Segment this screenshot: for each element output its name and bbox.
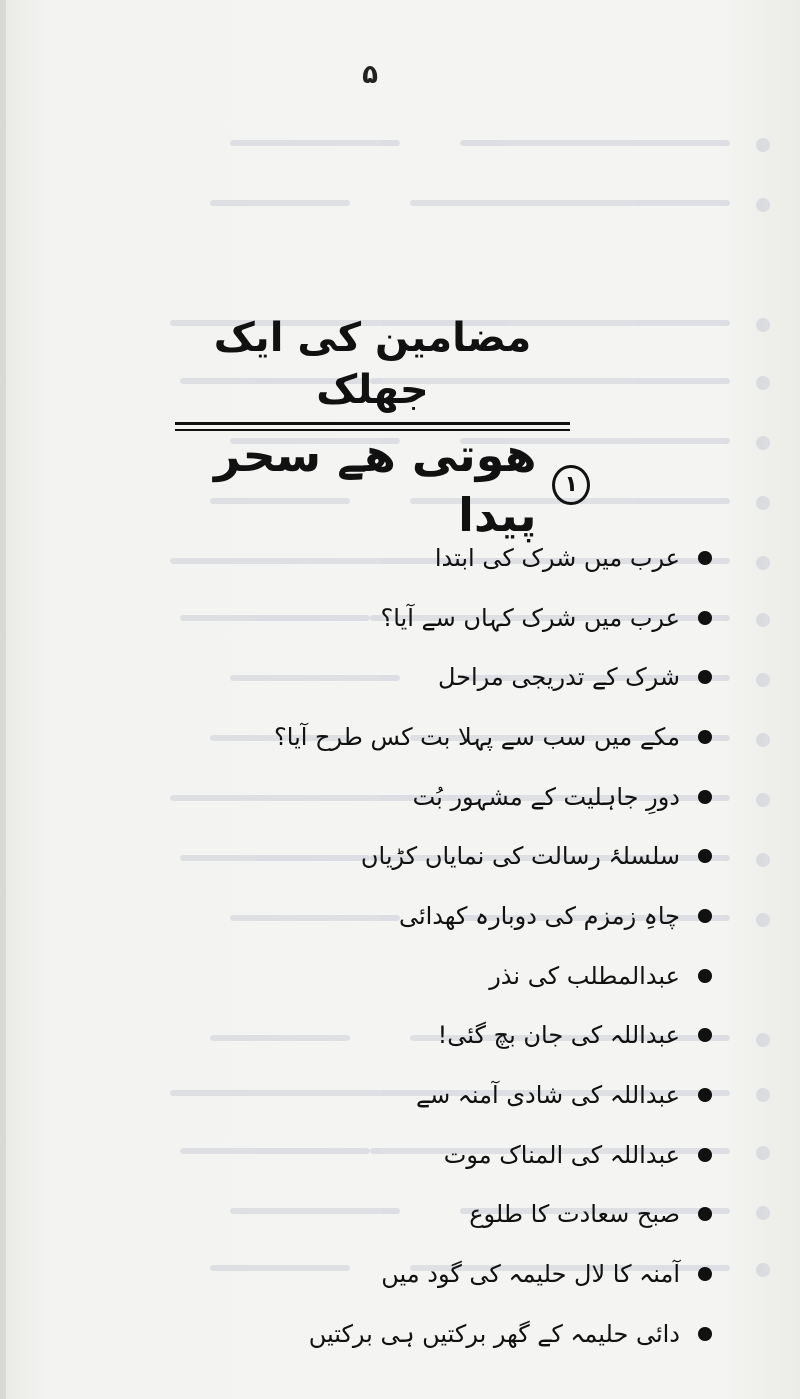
show-through-bullet bbox=[756, 613, 770, 627]
bullet-icon bbox=[698, 909, 712, 923]
show-through-bullet bbox=[756, 198, 770, 212]
show-through-stroke bbox=[230, 140, 400, 146]
list-item-text: آمنہ کا لال حلیمہ کی گود میں bbox=[381, 1260, 680, 1289]
list-item bbox=[272, 886, 712, 946]
bullet-icon bbox=[698, 1088, 712, 1102]
show-through-bullet bbox=[756, 1088, 770, 1102]
bullet-icon bbox=[698, 1207, 712, 1221]
list-item-text: دورِ جاہلیت کے مشہور بُت bbox=[412, 782, 680, 811]
contents-heading: مضامین کی ایک جھلک bbox=[213, 315, 532, 413]
contents-heading-block bbox=[175, 312, 570, 431]
list-item bbox=[272, 707, 712, 767]
list-item bbox=[272, 588, 712, 648]
show-through-bullet bbox=[756, 376, 770, 390]
show-through-bullet bbox=[756, 673, 770, 687]
contents-list bbox=[272, 528, 712, 1364]
list-item bbox=[272, 1006, 712, 1066]
list-item-text: دائی حلیمہ کے گھر برکتیں ہی برکتیں bbox=[308, 1319, 680, 1348]
list-item bbox=[272, 1065, 712, 1125]
bullet-icon bbox=[698, 1148, 712, 1162]
bullet-icon bbox=[698, 969, 712, 983]
list-item-text: صبح سعادت کا طلوع bbox=[469, 1200, 680, 1229]
list-item bbox=[272, 1185, 712, 1245]
bullet-icon bbox=[698, 1327, 712, 1341]
show-through-bullet bbox=[756, 1146, 770, 1160]
show-through-bullet bbox=[756, 1033, 770, 1047]
show-through-bullet bbox=[756, 496, 770, 510]
show-through-bullet bbox=[756, 436, 770, 450]
list-item bbox=[272, 826, 712, 886]
show-through-line bbox=[80, 190, 770, 218]
page-edge-shadow bbox=[0, 0, 6, 1399]
list-item-text: مکے میں سب سے پہلا بت کس طرح آیا؟ bbox=[274, 722, 680, 751]
list-item-text: عرب میں شرک کی ابتدا bbox=[434, 543, 680, 572]
show-through-bullet bbox=[756, 1206, 770, 1220]
list-item bbox=[272, 1304, 712, 1364]
show-through-stroke bbox=[410, 200, 730, 206]
show-through-line bbox=[80, 130, 770, 158]
list-item-text: عبدالمطلب کی نذر bbox=[489, 961, 680, 990]
section-header bbox=[150, 425, 590, 545]
show-through-bullet bbox=[756, 733, 770, 747]
bullet-icon bbox=[698, 730, 712, 744]
show-through-bullet bbox=[756, 318, 770, 332]
bullet-icon bbox=[698, 1267, 712, 1281]
bullet-icon bbox=[698, 551, 712, 565]
list-item bbox=[272, 528, 712, 588]
list-item bbox=[272, 767, 712, 827]
list-item bbox=[272, 946, 712, 1006]
page-number: ۵ bbox=[362, 60, 378, 90]
list-item bbox=[272, 1244, 712, 1304]
show-through-stroke bbox=[210, 200, 350, 206]
bullet-icon bbox=[698, 790, 712, 804]
bullet-icon bbox=[698, 670, 712, 684]
show-through-bullet bbox=[756, 556, 770, 570]
list-item-text: عبداللہ کی جان بچ گئی! bbox=[437, 1021, 680, 1050]
list-item-text: عبداللہ کی شادی آمنہ سے bbox=[416, 1081, 680, 1110]
bullet-icon bbox=[698, 611, 712, 625]
bullet-icon bbox=[698, 1028, 712, 1042]
show-through-bullet bbox=[756, 138, 770, 152]
list-item bbox=[272, 1125, 712, 1185]
list-item bbox=[272, 647, 712, 707]
show-through-bullet bbox=[756, 793, 770, 807]
section-title: ھوتی ھے سحر پیدا bbox=[214, 428, 537, 542]
section-number-badge: ١ bbox=[552, 465, 590, 505]
show-through-bullet bbox=[756, 1263, 770, 1277]
list-item-text: سلسلۂ رسالت کی نمایاں کڑیاں bbox=[360, 842, 680, 871]
list-item-text: عبداللہ کی المناک موت bbox=[443, 1140, 680, 1169]
show-through-bullet bbox=[756, 913, 770, 927]
show-through-bullet bbox=[756, 853, 770, 867]
list-item-text: عرب میں شرک کہاں سے آیا؟ bbox=[380, 603, 680, 632]
list-item-text: چاہِ زمزم کی دوبارہ کھدائی bbox=[398, 901, 680, 930]
list-item-text: شرک کے تدریجی مراحل bbox=[437, 663, 680, 692]
show-through-stroke bbox=[460, 140, 730, 146]
bullet-icon bbox=[698, 849, 712, 863]
